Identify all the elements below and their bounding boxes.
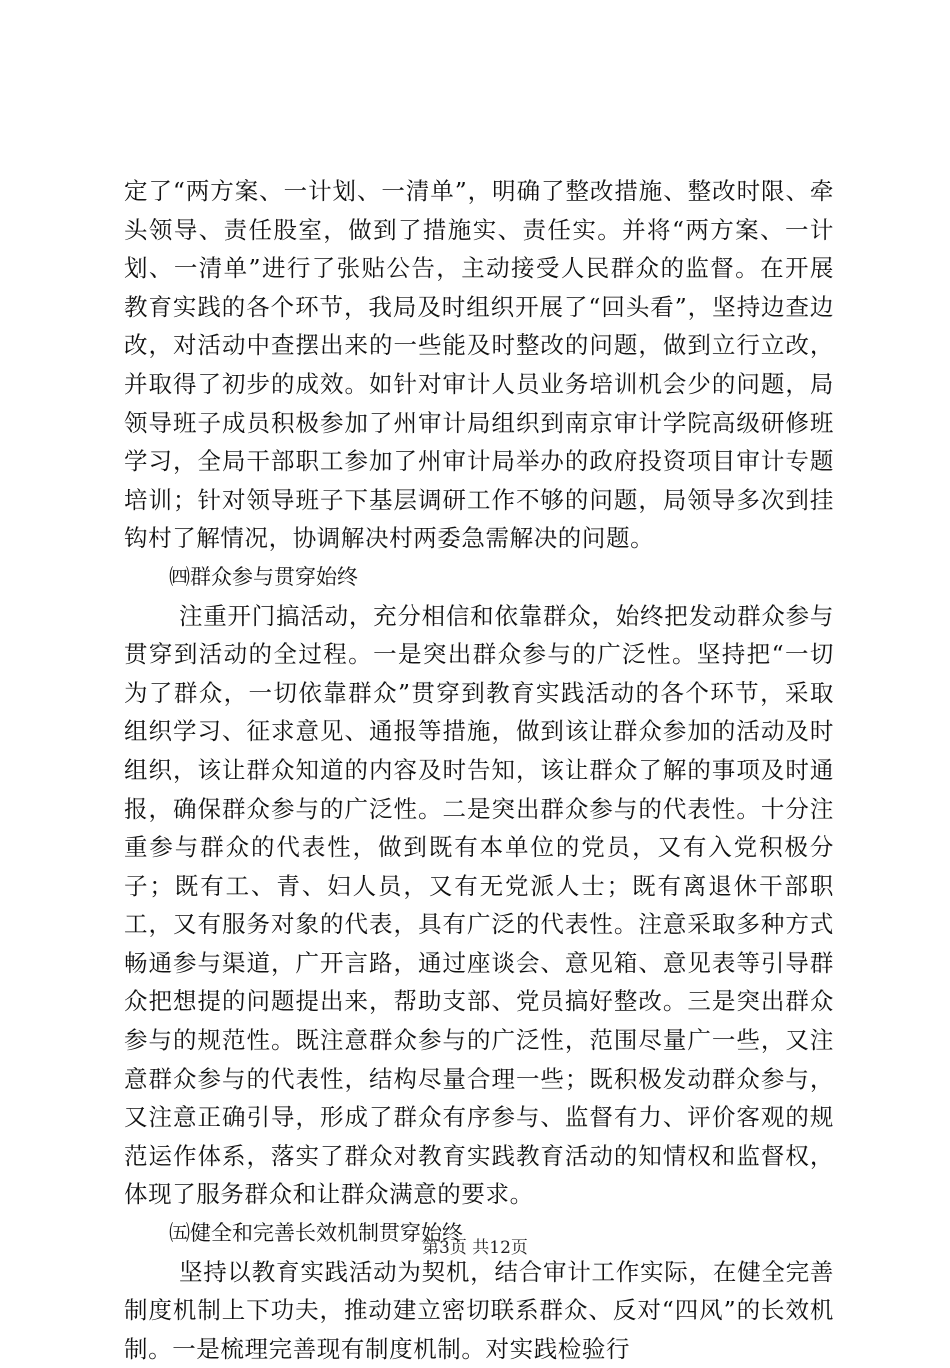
document-body bbox=[124, 172, 834, 1368]
paragraph-long-term-mechanism: 坚持以教育实践活动为契机，结合审计工作实际，在健全完善制度机制上下功夫，推动建立密切联系群众、反对“四风”的长效机制。一是梳理完善现有制度机制。对实践检验行 bbox=[124, 1257, 834, 1363]
page-number-footer: 第3页 共12页 bbox=[422, 1238, 528, 1258]
heading-masses-participation: ㈣群众参与贯穿始终 bbox=[169, 564, 358, 589]
heading-long-term-mechanism: ㈤健全和完善长效机制贯穿始终 bbox=[169, 1221, 463, 1246]
paragraph-rectification-plans: 定了“两方案、一计划、一清单”，明确了整改措施、整改时限、牵头领导、责任股室，做到了措施实、责任实。并将“两方案、一计划、一清单”进行了张贴公告，主动接受人民群众的监督。在开展教育实践的各个环节，我局及时组织开展了“回头看”，坚持边查边改，对活动中查摆出来的一些能及时整改的问题，做到立行立改，并取得了初步的成效。如针对审计人员业务培训机会少的问题，局领导班子成员积极参加了州审计局组织到南京审计学院高级研修班学习，全局干部职工参加了州审计局举办的政府投资项目审计专题培训；针对领导班子下基层调研工作不够的问题，局领导多次到挂钩村了解情况，协调解决村两委急需解决的问题。 bbox=[124, 177, 834, 553]
paragraph-masses-participation: 注重开门搞活动，充分相信和依靠群众，始终把发动群众参与贯穿到活动的全过程。一是突出群众参与的广泛性。坚持把“一切为了群众，一切依靠群众”贯穿到教育实践活动的各个环节，采取组织学习、征求意见、通报等措施，做到该让群众参加的活动及时组织，该让群众知道的内容及时告知，该让群众了解的事项及时通报，确保群众参与的广泛性。二是突出群众参与的代表性。十分注重参与群众的代表性，做到既有本单位的党员，又有入党积极分子；既有工、青、妇人员，又有无党派人士；既有离退休干部职工，又有服务对象的代表，具有广泛的代表性。注意采取多种方式畅通参与渠道，广开言路，通过座谈会、意见箱、意见表等引导群众把想提的问题提出来，帮助支部、党员搞好整改。三是突出群众参与的规范性。既注意群众参与的广泛性，范围尽量广一些，又注意群众参与的代表性，结构尽量合理一些；既积极发动群众参与，又注意正确引导，形成了群众有序参与、监督有力、评价客观的规范运作体系，落实了群众对教育实践教育活动的知情权和监督权，体现了服务群众和让群众满意的要求。 bbox=[124, 601, 834, 1209]
